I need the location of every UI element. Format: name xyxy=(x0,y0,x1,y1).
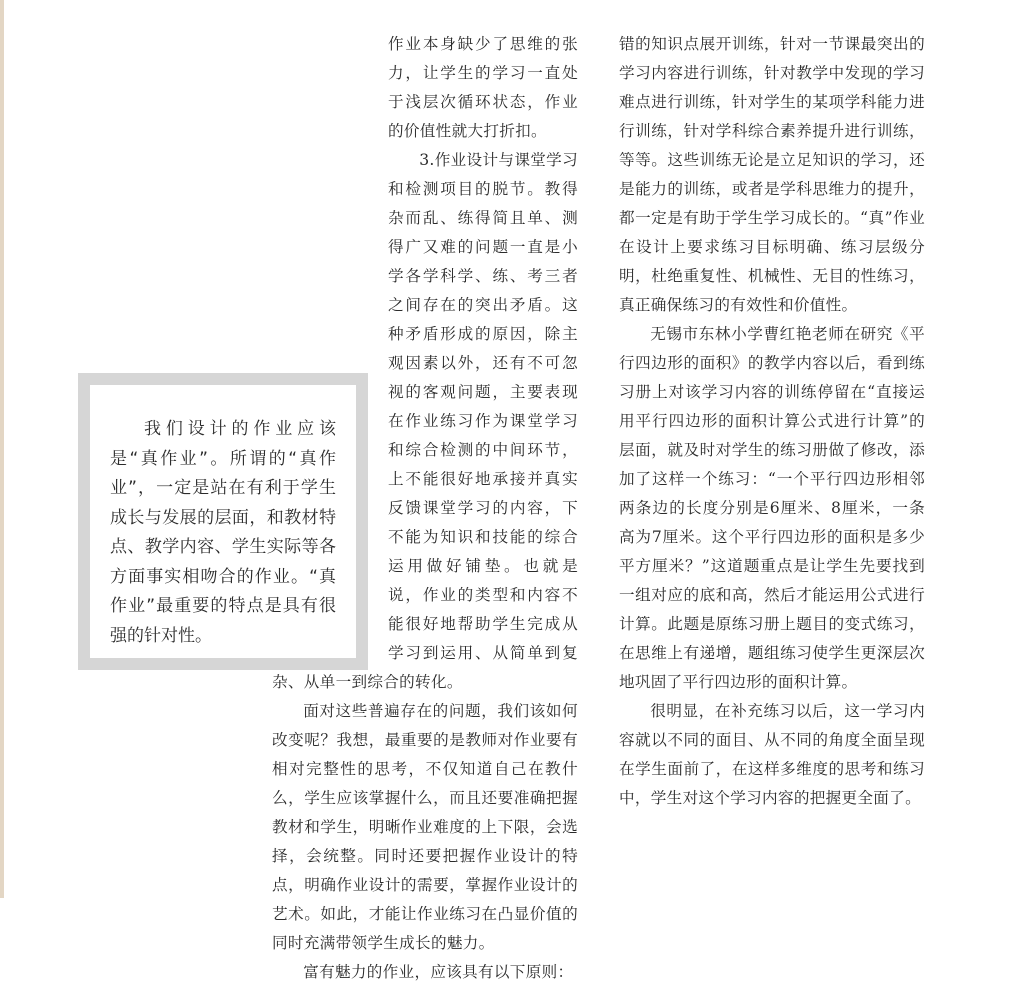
paragraph: 无锡市东林小学曹红艳老师在研究《平行四边形的面积》的教学内容以后，看到练习册上对该学习内容的训练停留在“直接运用平行四边形的面积计算公式进行计算”的层面，就及时对学生的练习册做了修改，添加了这样一个练习：“一个平行四边形相邻两条边的长度分别是6厘米、8厘米，一条高为7厘米。这个平行四边形的面积是多少平方厘米？”这道题重点是让学生先要找到一组对应的底和高，然后才能运用公式进行计算。此题是原练习册上题目的变式练习，在思维上有递增，题组练习使学生更深层次地巩固了平行四边形的面积计算。 xyxy=(619,325,925,691)
pull-quote-inner xyxy=(90,385,356,658)
paragraph: 很明显，在补充练习以后，这一学习内容就以不同的面目、从不同的角度全面呈现在学生面前了，在这样多维度的思考和练习中，学生对这个学习内容的把握更全面了。 xyxy=(619,702,925,807)
pull-quote-text: 我们设计的作业应该是“真作业”。所谓的“真作业”，一定是站在有利于学生成长与发展的层面，和教材特点、教学内容、学生实际等各方面事实相吻合的作业。“真作业”最重要的特点是具有很强的针对性。 xyxy=(110,419,336,646)
paragraph: 富有魅力的作业，应该具有以下原则： xyxy=(303,963,574,981)
page-edge xyxy=(0,0,4,898)
paragraph: 3.作业设计与课堂学习和检测项目的脱节。教得杂而乱、练得简且单、测得广又难的问题一直是小学各学科学、练、考三者之间存在的突出矛盾。这种矛盾形成的原因，除主观因素以外，还有不可忽视的客观问题，主要表现在作业练习作为课堂学习和综合检测的中间环节，上不能很好地承接并真实反馈课堂学习的内容，下不能为知识和技能的综合运用做好铺垫。也就是说，作业的类型和内容不能很好地帮助学生完成从学习到运用、从简单到复杂、从单一到综合的转化。 xyxy=(272,151,578,691)
pull-quote-box xyxy=(78,373,368,670)
paragraph: 作业本身缺少了思维的张力，让学生的学习一直处于浅层次循环状态，作业的价值性就大打折扣。 xyxy=(388,35,578,140)
article-column-right xyxy=(619,30,925,813)
paragraph: 错的知识点展开训练，针对一节课最突出的学习内容进行训练，针对教学中发现的学习难点进行训练，针对学生的某项学科能力进行训练，针对学科综合素养提升进行训练，等等。这些训练无论是立足知识的学习，还是能力的训练，或者是学科思维力的提升，都一定是有助于学生学习成长的。“真”作业在设计上要求练习目标明确、练习层级分明，杜绝重复性、机械性、无目的性练习，真正确保练习的有效性和价值性。 xyxy=(619,35,925,314)
paragraph: 面对这些普遍存在的问题，我们该如何改变呢？我想，最重要的是教师对作业要有相对完整性的思考，不仅知道自己在教什么，学生应该掌握什么，而且还要准确把握教材和学生，明晰作业难度的上下限，会选择，会统整。同时还要把握作业设计的特点，明确作业设计的需要，掌握作业设计的艺术。如此，才能让作业练习在凸显价值的同时充满带领学生成长的魅力。 xyxy=(272,702,578,952)
